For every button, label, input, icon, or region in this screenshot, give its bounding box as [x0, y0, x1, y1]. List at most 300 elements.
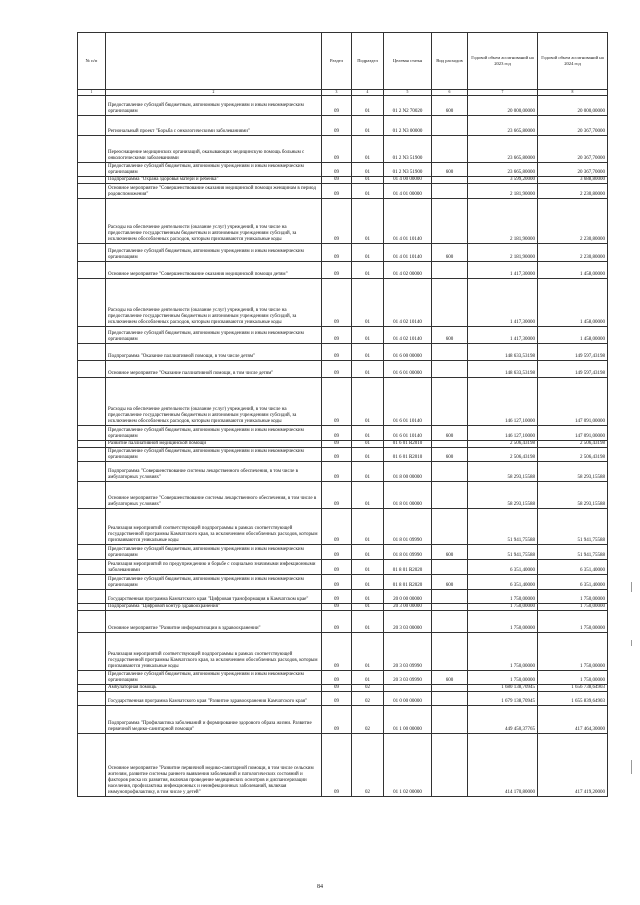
table-row — [78, 545, 608, 560]
row-y2024: 1 458,00000 — [538, 262, 608, 279]
row-razdel: 09 — [322, 560, 352, 575]
row-name: Расходы на обеспечение деятельности (оказание услуг) учреждений, в том числе на предоставление государственным бюджетным и автономным учреждениям субсидий, за исключением обособленных расходов, которым присваиваются уникальные коды — [106, 279, 322, 327]
row-vid — [432, 378, 468, 426]
table-row — [78, 448, 608, 462]
row-razdel: 09 — [322, 462, 352, 482]
table-row — [78, 482, 608, 509]
row-razdel: 09 — [322, 706, 352, 734]
row-target: 01 1 00 00000 — [384, 706, 432, 734]
row-razdel: 09 — [322, 441, 352, 448]
table-row — [78, 509, 608, 545]
row-name: Расходы на обеспечение деятельности (оказание услуг) учреждений, в том числе на предоставление государственным бюджетным и автономным учреждениям субсидий, за исключением обособленных расходов, которым присваиваются уникальные коды — [106, 378, 322, 426]
row-name: Предоставление субсидий бюджетным, автономным учреждениям и иным некоммерческим организациям — [106, 671, 322, 685]
row-vid: 600 — [432, 244, 468, 262]
row-podrazdel: 01 — [352, 327, 384, 344]
row-podrazdel: 01 — [352, 441, 384, 448]
row-y2023: 1 417,30000 — [468, 262, 538, 279]
row-y2023: 1 750,00000 — [468, 604, 538, 611]
row-num — [78, 378, 106, 426]
row-num — [78, 604, 106, 611]
scan-mark — [631, 582, 632, 592]
row-y2024: 1 750,00000 — [538, 590, 608, 604]
row-name: Государственная программа Камчатского края "Цифровая трансформация в Камчатском крае" — [106, 590, 322, 604]
row-y2024: 149 597,43198 — [538, 344, 608, 361]
row-num — [78, 509, 106, 545]
row-y2024: 1 655 839,64903 — [538, 692, 608, 706]
row-y2023: 1 750,00000 — [468, 633, 538, 671]
row-num — [78, 611, 106, 633]
row-y2024: 2 506,43198 — [538, 448, 608, 462]
row-target: 01 8 01 R2020 — [384, 560, 432, 575]
row-y2024: 1 750,00000 — [538, 611, 608, 633]
row-name: Предоставление субсидий бюджетным, автономным учреждениям и иным некоммерческим организациям — [106, 327, 322, 344]
row-razdel: 09 — [322, 734, 352, 797]
row-target: 01 1 02 00000 — [384, 734, 432, 797]
row-y2024: 1 750,00000 — [538, 633, 608, 671]
table-row — [78, 685, 608, 692]
row-razdel: 09 — [322, 671, 352, 685]
row-name: Основное мероприятие "Развитие информатизации в здравоохранении" — [106, 611, 322, 633]
table-row — [78, 361, 608, 378]
table-body — [78, 96, 608, 797]
row-y2024: 20 000,00000 — [538, 96, 608, 116]
row-y2023: 6 351,40000 — [468, 575, 538, 590]
row-y2023: 2 181,90000 — [468, 184, 538, 199]
row-podrazdel: 01 — [352, 509, 384, 545]
row-y2023: 58 293,15588 — [468, 462, 538, 482]
row-target: 01 4 02 10140 — [384, 279, 432, 327]
row-podrazdel: 01 — [352, 671, 384, 685]
row-y2023: 51 941,75588 — [468, 545, 538, 560]
row-target: 20 3 03 00000 — [384, 611, 432, 633]
row-razdel: 09 — [322, 163, 352, 177]
row-target: 01 6 01 R2010 — [384, 448, 432, 462]
row-vid — [432, 279, 468, 327]
row-vid: 600 — [432, 327, 468, 344]
row-vid — [432, 116, 468, 136]
table-row — [78, 633, 608, 671]
row-target: 01 8 00 00000 — [384, 462, 432, 482]
row-podrazdel: 01 — [352, 163, 384, 177]
row-y2024: 1 750,00000 — [538, 604, 608, 611]
row-num — [78, 671, 106, 685]
row-num — [78, 116, 106, 136]
row-podrazdel: 01 — [352, 633, 384, 671]
row-y2023: 2 181,90000 — [468, 199, 538, 244]
row-y2024: 1 750,00000 — [538, 671, 608, 685]
row-y2024: 58 293,15588 — [538, 482, 608, 509]
row-y2023: 1 750,00000 — [468, 671, 538, 685]
row-target: 01 4 02 00000 — [384, 262, 432, 279]
row-name: Государственная программа Камчатского края "Развитие здравоохранения Камчатского края" — [106, 692, 322, 706]
header-name — [106, 33, 322, 90]
row-vid — [432, 611, 468, 633]
row-name: Переоснащение медицинских организаций, оказывающих медицинскую помощь больным с онкологическими заболеваниями — [106, 136, 322, 163]
budget-table-sheet — [77, 32, 607, 797]
header-num: № п/п — [78, 33, 106, 90]
column-index: 6 — [432, 90, 468, 96]
row-razdel: 09 — [322, 244, 352, 262]
row-y2024: 20 367,70000 — [538, 163, 608, 177]
table-row — [78, 96, 608, 116]
row-vid — [432, 560, 468, 575]
row-target: 01 0 00 00000 — [384, 692, 432, 706]
row-name: Подпрограмма "Охрана здоровья матери и ребенка" — [106, 177, 322, 184]
row-y2024: 1 656 738,64903 — [538, 685, 608, 692]
row-vid — [432, 685, 468, 692]
row-name: Реализация мероприятий по предупреждению и борьбе с социально значимыми инфекционными заболеваниями — [106, 560, 322, 575]
row-num — [78, 279, 106, 327]
row-target: 01 2 N3 51900 — [384, 136, 432, 163]
row-razdel: 09 — [322, 136, 352, 163]
row-y2024: 417 419,20000 — [538, 734, 608, 797]
row-razdel: 09 — [322, 590, 352, 604]
row-target: 01 4 01 00000 — [384, 184, 432, 199]
row-podrazdel: 01 — [352, 244, 384, 262]
row-name: Подпрограмма "Оказание паллиативной помощи, в том числе детям" — [106, 344, 322, 361]
column-index: 3 — [322, 90, 352, 96]
row-num — [78, 361, 106, 378]
row-name: Основное мероприятие "Совершенствование оказания медицинской помощи женщинам в период родовспоможения" — [106, 184, 322, 199]
row-num — [78, 199, 106, 244]
row-razdel: 09 — [322, 509, 352, 545]
row-target: 01 8 01 09990 — [384, 509, 432, 545]
row-vid — [432, 262, 468, 279]
row-podrazdel: 02 — [352, 692, 384, 706]
row-razdel: 09 — [322, 611, 352, 633]
row-name: Реализация мероприятий соответствующей подпрограммы в рамках соответствующей государственной программы Камчатского края, за исключением обособленных расходов, которым присваиваются уникальные коды — [106, 509, 322, 545]
row-y2023: 2 506,43198 — [468, 448, 538, 462]
header-vid: Вид расходов — [432, 33, 468, 90]
row-vid — [432, 361, 468, 378]
row-y2023: 449 450,37765 — [468, 706, 538, 734]
row-razdel: 09 — [322, 448, 352, 462]
row-vid — [432, 604, 468, 611]
row-y2024: 1 458,00000 — [538, 327, 608, 344]
row-y2023: 6 351,40000 — [468, 560, 538, 575]
row-y2023: 23 665,80000 — [468, 136, 538, 163]
row-vid — [432, 590, 468, 604]
row-num — [78, 633, 106, 671]
row-razdel: 09 — [322, 575, 352, 590]
row-podrazdel: 01 — [352, 378, 384, 426]
row-num — [78, 734, 106, 797]
row-num — [78, 441, 106, 448]
table-row — [78, 199, 608, 244]
row-target: 01 2 N2 70020 — [384, 96, 432, 116]
row-y2023: 148 633,53198 — [468, 361, 538, 378]
row-vid: 600 — [432, 545, 468, 560]
column-index: 1 — [78, 90, 106, 96]
row-vid: 600 — [432, 575, 468, 590]
row-y2023: 51 941,75588 — [468, 509, 538, 545]
table-row — [78, 426, 608, 441]
table-row — [78, 327, 608, 344]
row-razdel: 09 — [322, 378, 352, 426]
row-num — [78, 184, 106, 199]
row-vid: 600 — [432, 96, 468, 116]
row-vid: 600 — [432, 426, 468, 441]
row-num — [78, 177, 106, 184]
row-y2024: 51 941,75588 — [538, 509, 608, 545]
row-target: 01 8 01 00000 — [384, 482, 432, 509]
table-row — [78, 604, 608, 611]
row-y2024: 2 506,43198 — [538, 441, 608, 448]
row-num — [78, 244, 106, 262]
row-y2023: 146 127,10000 — [468, 426, 538, 441]
row-podrazdel: 01 — [352, 184, 384, 199]
row-y2024: 6 351,40000 — [538, 575, 608, 590]
row-num — [78, 262, 106, 279]
row-vid — [432, 344, 468, 361]
row-y2023: 23 665,80000 — [468, 163, 538, 177]
row-name: Расходы на обеспечение деятельности (оказание услуг) учреждений, в том числе на предоставление государственным бюджетным и автономным учреждениям субсидий, за исключением обособленных расходов, которым присваиваются уникальные коды — [106, 199, 322, 244]
row-y2023: 1 680 138,70945 — [468, 685, 538, 692]
row-razdel: 09 — [322, 116, 352, 136]
row-y2023: 414 170,80000 — [468, 734, 538, 797]
row-target: 01 8 01 R2020 — [384, 575, 432, 590]
row-num — [78, 426, 106, 441]
row-y2023: 1 417,30000 — [468, 279, 538, 327]
row-name: Амбулаторная помощь — [106, 685, 322, 692]
row-target: 01 6 01 R2010 — [384, 441, 432, 448]
row-name: Предоставление субсидий бюджетным, автономным учреждениям и иным некоммерческим организациям — [106, 426, 322, 441]
row-target: 01 4 00 00000 — [384, 177, 432, 184]
row-y2023: 2 506,43198 — [468, 441, 538, 448]
table-row — [78, 262, 608, 279]
row-vid — [432, 734, 468, 797]
row-vid — [432, 509, 468, 545]
row-razdel: 09 — [322, 426, 352, 441]
table-row — [78, 344, 608, 361]
row-name: Основное мероприятие "Совершенствование оказания медицинской помощи детям" — [106, 262, 322, 279]
row-razdel: 09 — [322, 545, 352, 560]
row-target: 01 6 00 00000 — [384, 344, 432, 361]
row-name: Региональный проект "Борьба с онкологическими заболеваниями" — [106, 116, 322, 136]
table-row — [78, 163, 608, 177]
row-name: Развитие паллиативной медицинской помощи — [106, 441, 322, 448]
row-name: Подпрограмма "Цифровой контур здравоохранения" — [106, 604, 322, 611]
row-podrazdel: 01 — [352, 361, 384, 378]
row-podrazdel: 01 — [352, 96, 384, 116]
row-podrazdel: 01 — [352, 590, 384, 604]
header-target: Целевая статья — [384, 33, 432, 90]
row-num — [78, 327, 106, 344]
row-name: Основное мероприятие "Совершенствование системы лекарственного обеспечения, в том числе в амбулаторных условиях" — [106, 482, 322, 509]
row-podrazdel: 01 — [352, 604, 384, 611]
row-y2024: 2 230,80000 — [538, 184, 608, 199]
column-index: 4 — [352, 90, 384, 96]
column-index: 2 — [106, 90, 322, 96]
row-podrazdel: 01 — [352, 560, 384, 575]
row-name: Основное мероприятие "Оказание паллиативной помощи, в том числе детям" — [106, 361, 322, 378]
row-podrazdel: 01 — [352, 116, 384, 136]
table-row — [78, 671, 608, 685]
header-row — [78, 33, 608, 90]
row-name: Предоставление субсидий бюджетным, автономным учреждениям и иным некоммерческим организациям — [106, 545, 322, 560]
row-name: Основное мероприятие "Развитие первичной медико-санитарной помощи, в том числе сельским жителям, развитие системы раннего выявления заболеваний и патологических состояний и факторов риска их развития, включая проведение медицинских осмотров и диспансеризации населения, профилактика инфекционных и неинфекционных заболеваний, включая иммунопрофилактику, в том числе у детей" — [106, 734, 322, 797]
row-vid — [432, 482, 468, 509]
row-vid — [432, 706, 468, 734]
row-target: 20 3 03 09990 — [384, 633, 432, 671]
row-y2023: 2 181,90000 — [468, 244, 538, 262]
row-name: Предоставление субсидий бюджетным, автономным учреждениям и иным некоммерческим организациям — [106, 575, 322, 590]
row-razdel: 09 — [322, 361, 352, 378]
row-num — [78, 575, 106, 590]
row-y2024: 51 941,75588 — [538, 545, 608, 560]
row-podrazdel: 01 — [352, 199, 384, 244]
row-y2023: 1 679 138,70945 — [468, 692, 538, 706]
row-razdel: 09 — [322, 633, 352, 671]
row-podrazdel: 02 — [352, 706, 384, 734]
table-row — [78, 136, 608, 163]
row-razdel: 09 — [322, 692, 352, 706]
row-num — [78, 344, 106, 361]
row-num — [78, 692, 106, 706]
table-row — [78, 462, 608, 482]
row-y2024: 147 091,00000 — [538, 378, 608, 426]
table-row — [78, 177, 608, 184]
row-razdel: 09 — [322, 604, 352, 611]
table-row — [78, 560, 608, 575]
row-target: 20 3 03 09990 — [384, 671, 432, 685]
row-y2024: 58 293,15588 — [538, 462, 608, 482]
row-y2023: 58 293,15588 — [468, 482, 538, 509]
row-podrazdel: 01 — [352, 426, 384, 441]
row-razdel: 09 — [322, 685, 352, 692]
row-vid — [432, 184, 468, 199]
row-razdel: 09 — [322, 177, 352, 184]
row-podrazdel: 01 — [352, 279, 384, 327]
row-vid — [432, 177, 468, 184]
row-podrazdel: 01 — [352, 262, 384, 279]
table-row — [78, 184, 608, 199]
page-number: 84 — [317, 884, 323, 890]
row-podrazdel: 01 — [352, 448, 384, 462]
row-y2024: 20 367,70000 — [538, 116, 608, 136]
row-podrazdel: 01 — [352, 136, 384, 163]
row-razdel: 09 — [322, 96, 352, 116]
header-y2023: Годовой объем ассигнований на 2023 год — [468, 33, 538, 90]
row-podrazdel: 01 — [352, 575, 384, 590]
row-num — [78, 163, 106, 177]
row-y2024: 417 464,30000 — [538, 706, 608, 734]
row-target: 01 6 01 10140 — [384, 426, 432, 441]
row-razdel: 09 — [322, 184, 352, 199]
table-row — [78, 706, 608, 734]
table-row — [78, 116, 608, 136]
row-target: 01 2 N3 51900 — [384, 163, 432, 177]
row-name: Подпрограмма "Совершенствование системы лекарственного обеспечения, в том числе в амбулаторных условиях" — [106, 462, 322, 482]
row-y2024: 147 091,00000 — [538, 426, 608, 441]
header-podrazdel: Подраздел — [352, 33, 384, 90]
row-vid — [432, 136, 468, 163]
row-y2023: 20 000,00000 — [468, 96, 538, 116]
row-razdel: 09 — [322, 262, 352, 279]
row-y2024: 1 458,00000 — [538, 279, 608, 327]
row-vid — [432, 199, 468, 244]
header-y2024: Годовой объем ассигнований на 2024 год — [538, 33, 608, 90]
row-target: 01 4 02 10140 — [384, 327, 432, 344]
row-podrazdel: 01 — [352, 462, 384, 482]
row-target: 01 2 N3 00000 — [384, 116, 432, 136]
row-num — [78, 482, 106, 509]
column-index: 7 — [468, 90, 538, 96]
row-target — [384, 685, 432, 692]
table-row — [78, 244, 608, 262]
row-vid: 600 — [432, 448, 468, 462]
table-row — [78, 279, 608, 327]
row-name: Предоставление субсидий бюджетным, автономным учреждениям и иным некоммерческим организациям — [106, 244, 322, 262]
row-vid: 600 — [432, 163, 468, 177]
row-name: Реализация мероприятий соответствующей подпрограммы в рамках соответствующей государственной программы Камчатского края, за исключением обособленных расходов, которым присваиваются уникальные коды — [106, 633, 322, 671]
row-num — [78, 590, 106, 604]
row-num — [78, 96, 106, 116]
row-num — [78, 545, 106, 560]
row-razdel: 09 — [322, 344, 352, 361]
row-num — [78, 706, 106, 734]
row-target: 20 3 00 00000 — [384, 604, 432, 611]
table-row — [78, 590, 608, 604]
table-row — [78, 441, 608, 448]
row-podrazdel: 01 — [352, 611, 384, 633]
table-row — [78, 611, 608, 633]
row-podrazdel: 01 — [352, 482, 384, 509]
row-y2024: 2 230,80000 — [538, 199, 608, 244]
row-y2024: 149 597,43198 — [538, 361, 608, 378]
row-num — [78, 560, 106, 575]
table-row — [78, 575, 608, 590]
row-vid — [432, 692, 468, 706]
row-num — [78, 448, 106, 462]
row-target: 20 0 00 00000 — [384, 590, 432, 604]
row-razdel: 09 — [322, 199, 352, 244]
row-podrazdel: 01 — [352, 177, 384, 184]
row-podrazdel: 02 — [352, 734, 384, 797]
row-num — [78, 462, 106, 482]
row-razdel: 09 — [322, 279, 352, 327]
row-y2023: 1 750,00000 — [468, 590, 538, 604]
row-y2023: 23 665,80000 — [468, 116, 538, 136]
row-podrazdel: 02 — [352, 685, 384, 692]
table-row — [78, 378, 608, 426]
row-target: 01 6 01 10140 — [384, 378, 432, 426]
row-podrazdel: 01 — [352, 545, 384, 560]
scan-mark — [631, 640, 632, 646]
row-y2023: 1 750,00000 — [468, 611, 538, 633]
scan-mark — [631, 760, 632, 774]
row-num — [78, 685, 106, 692]
row-vid — [432, 441, 468, 448]
row-y2024: 2 230,80000 — [538, 244, 608, 262]
row-target: 01 4 01 10140 — [384, 199, 432, 244]
column-index: 5 — [384, 90, 432, 96]
row-razdel: 09 — [322, 327, 352, 344]
budget-table — [77, 32, 608, 797]
row-y2023: 1 417,30000 — [468, 327, 538, 344]
table-row — [78, 692, 608, 706]
row-y2023: 3 599,20000 — [468, 177, 538, 184]
row-vid — [432, 633, 468, 671]
row-target: 01 4 01 10140 — [384, 244, 432, 262]
column-index: 8 — [538, 90, 608, 96]
row-target: 01 6 01 00000 — [384, 361, 432, 378]
row-y2024: 20 367,70000 — [538, 136, 608, 163]
row-y2024: 3 688,80000 — [538, 177, 608, 184]
row-num — [78, 136, 106, 163]
row-vid: 600 — [432, 671, 468, 685]
row-name: Предоставление субсидий бюджетным, автономным учреждениям и иным некоммерческим организациям — [106, 163, 322, 177]
